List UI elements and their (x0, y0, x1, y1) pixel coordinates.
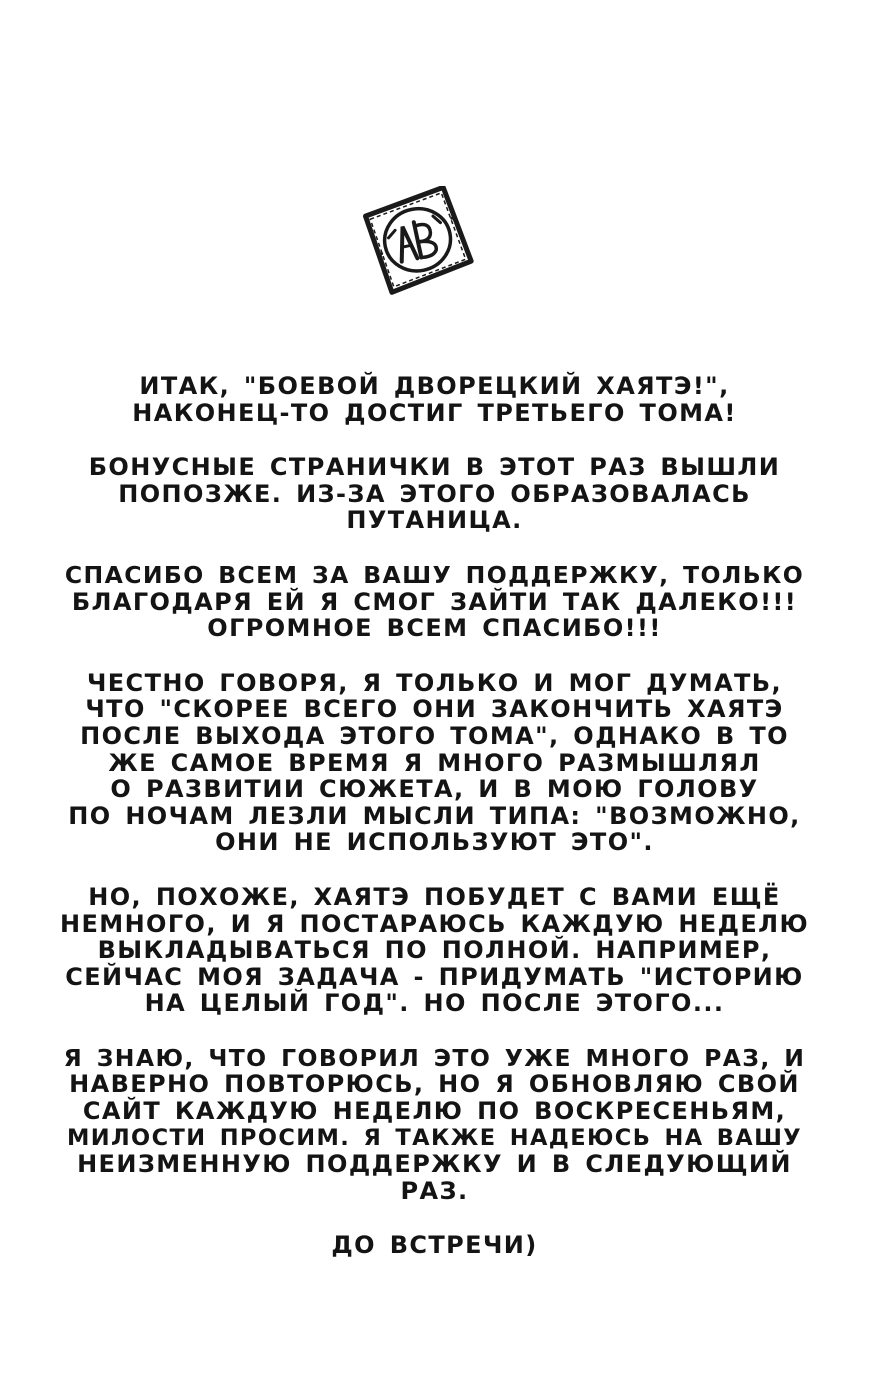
text-line: ПО НОЧАМ ЛЕЗЛИ МЫСЛИ ТИПА: "ВОЗМОЖНО, (68, 801, 801, 830)
text-line: ВЫКЛАДЫВАТЬСЯ ПО ПОЛНОЙ. НАПРИМЕР, (97, 936, 772, 965)
text-line: ОГРОМНОЕ ВСЕМ СПАСИБО!!! (207, 614, 662, 643)
text-line: РАЗ. (400, 1176, 469, 1205)
text-line: БОНУСНЫЕ СТРАНИЧКИ В ЭТОТ РАЗ ВЫШЛИ (88, 453, 781, 482)
paragraph-2 (60, 454, 809, 534)
text-line: СПАСИБО ВСЕМ ЗА ВАШУ ПОДДЕРЖКУ, ТОЛЬКО (64, 560, 805, 589)
sign-off-text: ДО ВСТРЕЧИ) (331, 1231, 538, 1260)
afterword-text (60, 373, 809, 1287)
paragraph-5 (60, 884, 809, 1017)
text-line: ПОСЛЕ ВЫХОДА ЭТОГО ТОМА", ОДНАКО В ТО (80, 721, 789, 750)
paragraph-3 (60, 562, 809, 642)
text-line: О РАЗВИТИИ СЮЖЕТА, И В МОЮ ГОЛОВУ (110, 775, 759, 804)
text-line: МИЛОСТИ ПРОСИМ. Я ТАКЖЕ НАДЕЮСЬ НА ВАШУ (66, 1124, 803, 1151)
text-line: ПУТАНИЦА. (346, 506, 523, 535)
text-line: Я ЗНАЮ, ЧТО ГОВОРИЛ ЭТО УЖЕ МНОГО РАЗ, И (63, 1043, 806, 1072)
paragraph-4 (60, 670, 809, 856)
text-line: НАКОНЕЦ-ТО ДОСТИГ ТРЕТЬЕГО ТОМА! (132, 398, 737, 427)
text-line: ЧЕСТНО ГОВОРЯ, Я ТОЛЬКО И МОГ ДУМАТЬ, (86, 668, 783, 697)
text-line: ЖЕ САМОЕ ВРЕМЯ Я МНОГО РАЗМЫШЛЯЛ (108, 748, 761, 777)
text-line: СЕЙЧАС МОЯ ЗАДАЧА - ПРИДУМАТЬ "ИСТОРИЮ (65, 962, 804, 991)
author-seal-icon (358, 186, 476, 298)
text-line: НЕМНОГО, И Я ПОСТАРАЮСЬ КАЖДУЮ НЕДЕЛЮ (60, 909, 810, 938)
text-line: САЙТ КАЖДУЮ НЕДЕЛЮ ПО ВОСКРЕСЕНЬЯМ, (82, 1097, 787, 1126)
text-line: НА ЦЕЛЫЙ ГОД". НО ПОСЛЕ ЭТОГО... (144, 989, 725, 1018)
text-line: ЧТО "СКОРЕЕ ВСЕГО ОНИ ЗАКОНЧИТЬ ХАЯТЭ (85, 695, 784, 724)
paragraph-6 (60, 1045, 809, 1205)
text-line: НЕИЗМЕННУЮ ПОДДЕРЖКУ И В СЛЕДУЮЩИЙ (77, 1150, 792, 1179)
text-line: НАВЕРНО ПОВТОРЮСЬ, НО Я ОБНОВЛЯЮ СВОЙ (69, 1070, 800, 1099)
text-line: ИТАК, "БОЕВОЙ ДВОРЕЦКИЙ ХАЯТЭ!", (139, 372, 730, 400)
sign-off (60, 1232, 809, 1259)
text-line: ОНИ НЕ ИСПОЛЬЗУЮТ ЭТО". (215, 828, 654, 857)
paragraph-1 (60, 373, 809, 426)
text-line: ПОПОЗЖЕ. ИЗ-ЗА ЭТОГО ОБРАЗОВАЛАСЬ (118, 479, 751, 508)
text-line: НО, ПОХОЖЕ, ХАЯТЭ ПОБУДЕТ С ВАМИ ЕЩЁ (88, 882, 781, 911)
text-line: БЛАГОДАРЯ ЕЙ Я СМОГ ЗАЙТИ ТАК ДАЛЕКО!!! (71, 587, 798, 616)
